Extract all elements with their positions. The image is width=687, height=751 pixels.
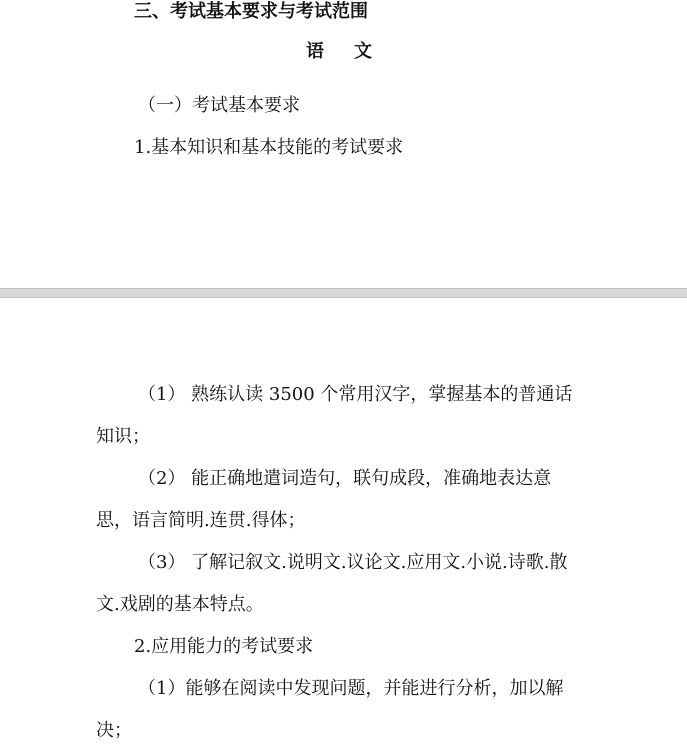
section-heading: 三、考试基本要求与考试范围: [134, 1, 368, 22]
paragraph-heading: 1.基本知识和基本技能的考试要求: [134, 137, 404, 158]
subsection-heading: （一）考试基本要求: [138, 95, 300, 116]
list-item-line: 决；: [96, 720, 132, 741]
document-page-1: [0, 0, 687, 288]
list-item-line: 文.戏剧的基本特点。: [96, 594, 264, 615]
list-item-line: 思，语言简明.连贯.得体；: [96, 510, 306, 531]
subject-title: 语文: [306, 41, 402, 62]
list-item-line: （3） 了解记叙文.说明文.议论文.应用文.小说.诗歌.散: [138, 552, 568, 573]
list-item-line: （1）能够在阅读中发现问题，并能进行分析，加以解: [138, 678, 564, 699]
paragraph-heading: 2.应用能力的考试要求: [134, 636, 314, 657]
list-item-line: （2） 能正确地遣词造句，联句成段，准确地表达意: [138, 468, 552, 489]
document-page-2: [0, 298, 687, 751]
page-separator: [0, 288, 687, 298]
list-item-line: 知识；: [96, 426, 150, 447]
list-item-line: （1） 熟练认读 3500 个常用汉字，掌握基本的普通话: [138, 384, 573, 405]
